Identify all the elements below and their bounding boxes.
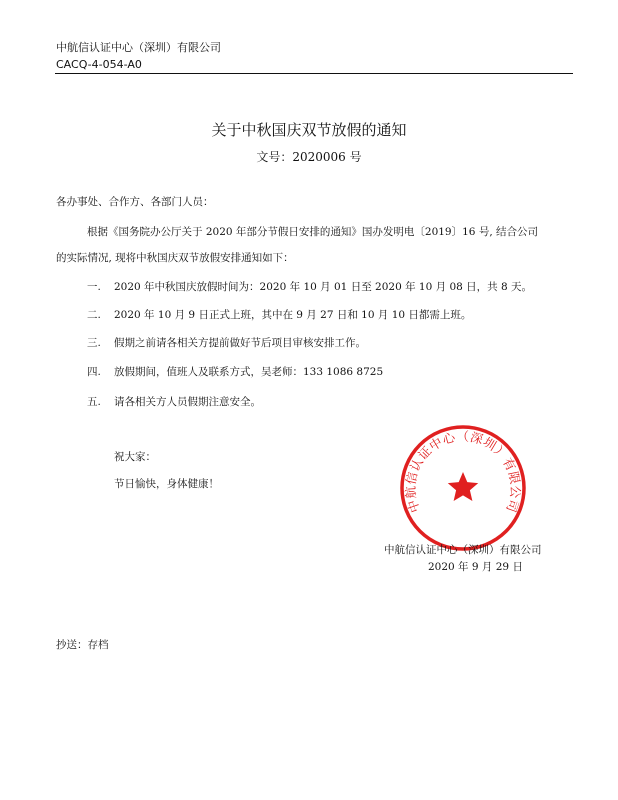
- seal-lettering: 中航信认证中心（深圳）有限公司: [402, 428, 524, 515]
- header-divider: [55, 73, 573, 74]
- signature-date: 2020 年 9 月 29 日: [428, 561, 523, 573]
- company-header: 中航信认证中心（深圳）有限公司: [56, 41, 221, 54]
- item-text: 2020 年中秋国庆放假时间为：2020 年 10 月 01 日至 2020 年 10 月 08 日，共 8 天。: [114, 281, 533, 293]
- item-number: 二.: [87, 309, 101, 321]
- intro-line-1: 根据《国务院办公厅关于 2020 年部分节假日安排的通知》国办发明电〔2019〕16 号, 结合公司: [87, 226, 538, 238]
- item-number: 一.: [87, 281, 101, 293]
- wish: 节日愉快，身体健康！: [114, 478, 219, 490]
- item-text: 假期之前请各相关方提前做好节后项目审核安排工作。: [114, 337, 366, 349]
- signature-company: 中航信认证中心（深圳）有限公司: [384, 544, 542, 556]
- item-number: 四.: [87, 366, 101, 378]
- document-code: CACQ-4-054-A0: [56, 58, 142, 71]
- item-text: 放假期间，值班人及联系方式，吴老师：133 1086 8725: [114, 366, 384, 378]
- item-text: 2020 年 10 月 9 日正式上班，其中在 9 月 27 日和 10 月 10 日都需上班。: [114, 309, 472, 321]
- document-number: 文号：2020006 号: [256, 150, 362, 164]
- greeting: 祝大家：: [114, 451, 156, 463]
- item-text: 请各相关方人员假期注意安全。: [114, 396, 261, 408]
- item-number: 五.: [87, 396, 101, 408]
- cc-line: 抄送：存档: [56, 639, 109, 651]
- intro-line-2: 的实际情况, 现将中秋国庆双节放假安排通知如下：: [56, 252, 294, 264]
- seal-star-icon: [448, 472, 478, 501]
- company-seal-stamp: [399, 424, 527, 552]
- item-number: 三.: [87, 337, 101, 349]
- notice-title: 关于中秋国庆双节放假的通知: [211, 121, 407, 139]
- salutation: 各办事处、合作方、各部门人员：: [56, 196, 214, 208]
